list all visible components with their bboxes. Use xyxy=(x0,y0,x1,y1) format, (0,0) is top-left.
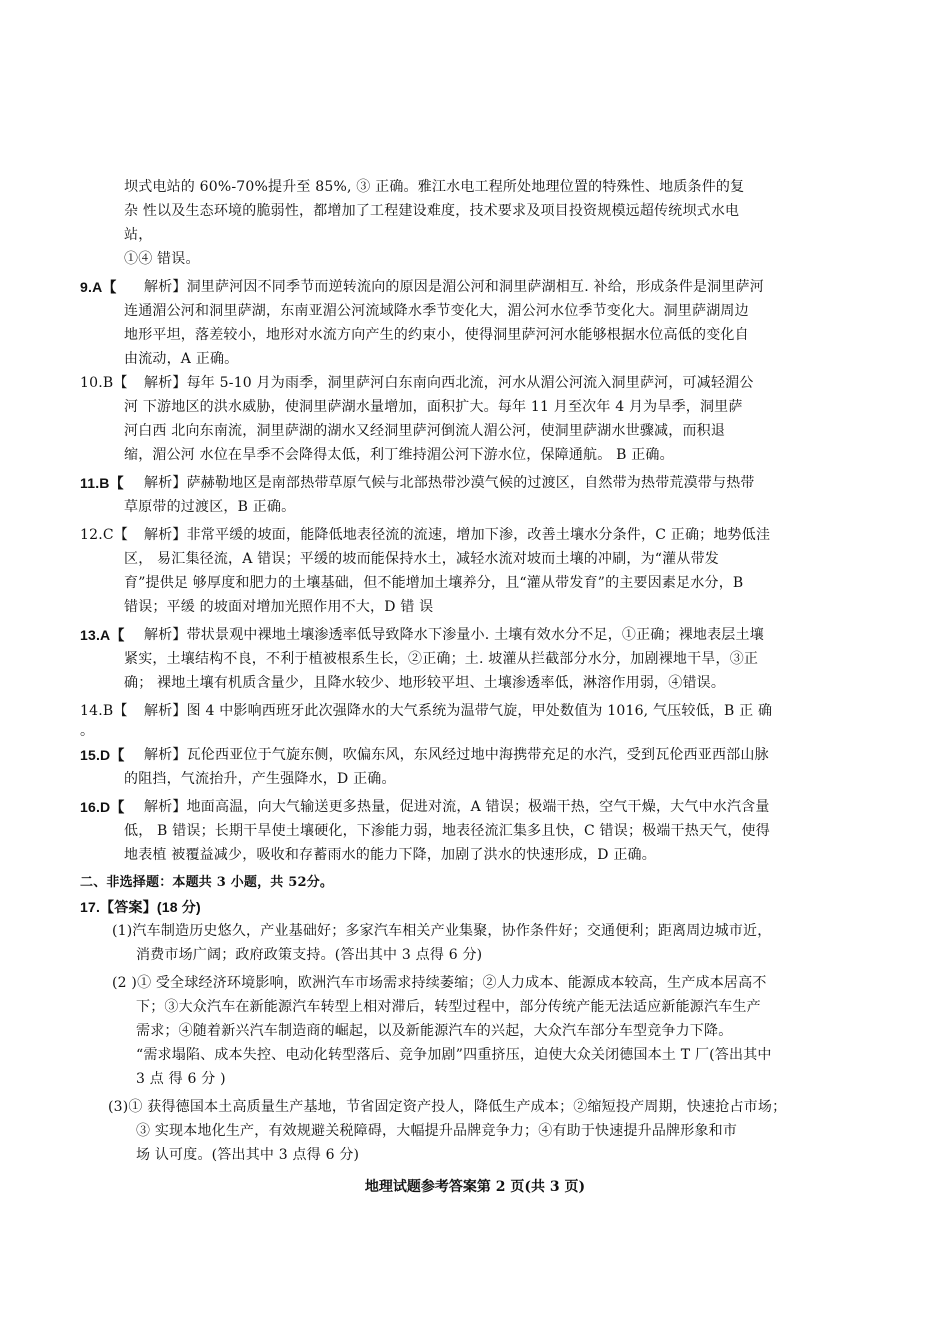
answer-label: 16.D【 xyxy=(80,799,125,815)
text-line: 解析】萨赫勒地区是南部热带草原气候与北部热带沙漠气候的过渡区，自然带为热带荒漠带与热带 xyxy=(144,475,755,491)
text-line: 消费市场广阔；政府政策支持。(答出其中 3 点得 6 分) xyxy=(136,947,483,963)
answer-label: 12.C【 xyxy=(80,527,128,543)
text-line: ①④ 错误。 xyxy=(124,251,200,267)
text-line: (3)① 获得德国本土高质量生产基地，节省固定资产投人，降低生产成本；②缩短投产周期，快速抢占市场； xyxy=(108,1099,787,1115)
page-footer: 地理试题参考答案第 2 页(共 3 页) xyxy=(364,1179,586,1195)
answer-label: 15.D【 xyxy=(80,747,125,763)
text-line: 地表植 被覆益减少，吸收和存蓄雨水的能力下降，加剧了洪水的快速形成，D 正确。 xyxy=(124,847,656,863)
text-line: 3 点 得 6 分 ) xyxy=(136,1071,226,1087)
text-line: “需求塌陷、成本失控、电动化转型落后、竞争加剧”四重挤压，迫使大众关闭德国本土 T 厂(答出其中 xyxy=(136,1047,772,1063)
answer-label: 10.B【 xyxy=(80,375,128,391)
text-line: (1)汽车制造历史悠久，产业基础好；多家汽车相关产业集聚，协作条件好；交通便利；距离周边城市近， xyxy=(112,923,772,939)
text-line: 河白西 北向东南流，洞里萨湖的湖水又经洞里萨河倒流人湄公河，使洞里萨湖水世骤减，而积退 xyxy=(124,423,726,439)
text-line: 缩，湄公河 水位在旱季不会降得太低，利丁维持湄公河下游水位，保障通航。 B 正确。 xyxy=(124,447,674,463)
text-line: 下；③大众汽车在新能源汽车转型上相对滞后，转型过程中，部分传统产能无法适应新能源汽车生产 xyxy=(136,999,761,1015)
answer-label: 14.B【 xyxy=(80,703,128,719)
text-line: 解析】图 4 中影响西班牙此次强降水的大气系统为温带气旋，甲处数值为 1016, 气压较低，B 正 确 xyxy=(144,703,773,719)
text-line: 的阻挡，气流抬升，产生强降水，D 正确。 xyxy=(124,771,396,787)
text-line: 杂 性以及生态环境的脆弱性，都增加了工程建设难度，技术要求及项目投资规模远超传统坝式水电 xyxy=(124,203,740,219)
text-line: 紧实，土壤结构不良，不利于植被根系生长，②正确；土. 坡灌从拦截部分水分，加剧裸地干旱，③正 xyxy=(124,651,759,667)
question-title: 17.【答案】(18 分) xyxy=(80,899,201,915)
text-line: 低， B 错误；长期干旱使土壤硬化，下渗能力弱，地表径流汇集多且快，C 错误；极端干热天气，使得 xyxy=(124,823,770,839)
text-line: 。 xyxy=(80,723,95,739)
text-line: 解析】非常平缓的坡面，能降低地表径流的流速，增加下渗，改善土壤水分条件，C 正确；地势低洼 xyxy=(144,527,771,543)
text-line: 站， xyxy=(124,227,153,243)
text-line: 场 认可度。(答出其中 3 点得 6 分) xyxy=(136,1147,360,1163)
text-line: 解析】瓦伦西亚位于气旋东侧，吹偏东风，东风经过地中海携带充足的水汽，受到瓦伦西亚西部山脉 xyxy=(144,747,769,763)
text-line: 草原带的过渡区，B 正确。 xyxy=(124,499,296,515)
text-line: 育”提供足 够厚度和肥力的土壤基础，但不能增加土壤养分，且“灌从带发育”的主要因素足水分，B xyxy=(124,575,744,591)
text-line: 确； 裸地土壤有机质含量少，且降水较少、地形较平坦、土壤渗透率低，淋溶作用弱，④错误。 xyxy=(124,675,726,691)
text-line: 解析】洞里萨河因不同季节而逆转流向的原因是湄公河和洞里萨湖相互. 补给，形成条件是洞里萨河 xyxy=(144,279,764,295)
text-line: 错误；平缓 的坡面对增加光照作用不大，D 错 误 xyxy=(124,599,434,615)
text-line: 解析】带状景观中裸地土壤渗透率低导致降水下渗量小. 土壤有效水分不足，①正确；裸地表层土壤 xyxy=(144,627,764,643)
section-heading: 二、非选择题：本题共 3 小题，共 52分。 xyxy=(80,875,334,890)
text-line: 解析】每年 5-10 月为雨季，洞里萨河白东南向西北流，河水从湄公河流入洞里萨河，可减轻湄公 xyxy=(144,375,754,391)
text-line: 解析】地面高温，向大气输送更多热量，促进对流，A 错误；极端干热，空气干燥，大气中水汽含量 xyxy=(144,799,770,815)
text-line: ③ 实现本地化生产，有效规避关税障碍，大幅提升品牌竞争力；④有助于快速提升品牌形象和市 xyxy=(136,1123,738,1139)
text-line: (2 )① 受全球经济环境影响，欧洲汽车市场需求持续萎缩；②人力成本、能源成本较高，生产成本居高不 xyxy=(112,975,767,991)
answer-label: 13.A【 xyxy=(80,627,125,643)
text-line: 区， 易汇集径流，A 错误；平缓的坡而能保持水土，减轻水流对坡而土壤的冲刷，为“灌从带发 xyxy=(124,551,719,567)
text-line: 连通湄公河和洞里萨湖，东南亚湄公河流域降水季节变化大，湄公河水位季节变化大。洞里萨湖周边 xyxy=(124,303,749,319)
text-line: 由流动，A 正确。 xyxy=(124,351,239,367)
text-line: 地形平坦，落差较小，地形对水流方向产生的约束小，使得洞里萨河河水能够根据水位高低的变化自 xyxy=(124,327,749,343)
answer-label: 11.B【 xyxy=(80,475,124,491)
text-line: 坝式电站的 60%-70%提升至 85%, ③ 正确。雅江水电工程所处地理位置的特殊性、地质条件的复 xyxy=(124,179,745,195)
text-line: 河 下游地区的洪水威胁，使洞里萨湖水量增加，面积扩大。每年 11 月至次年 4 月为旱季，洞里萨 xyxy=(124,399,743,415)
text-line: 需求；④随着新兴汽车制造商的崛起，以及新能源汽车的兴起，大众汽车部分车型竞争力下降。 xyxy=(136,1023,733,1039)
answer-label: 9.A【 xyxy=(80,279,117,295)
